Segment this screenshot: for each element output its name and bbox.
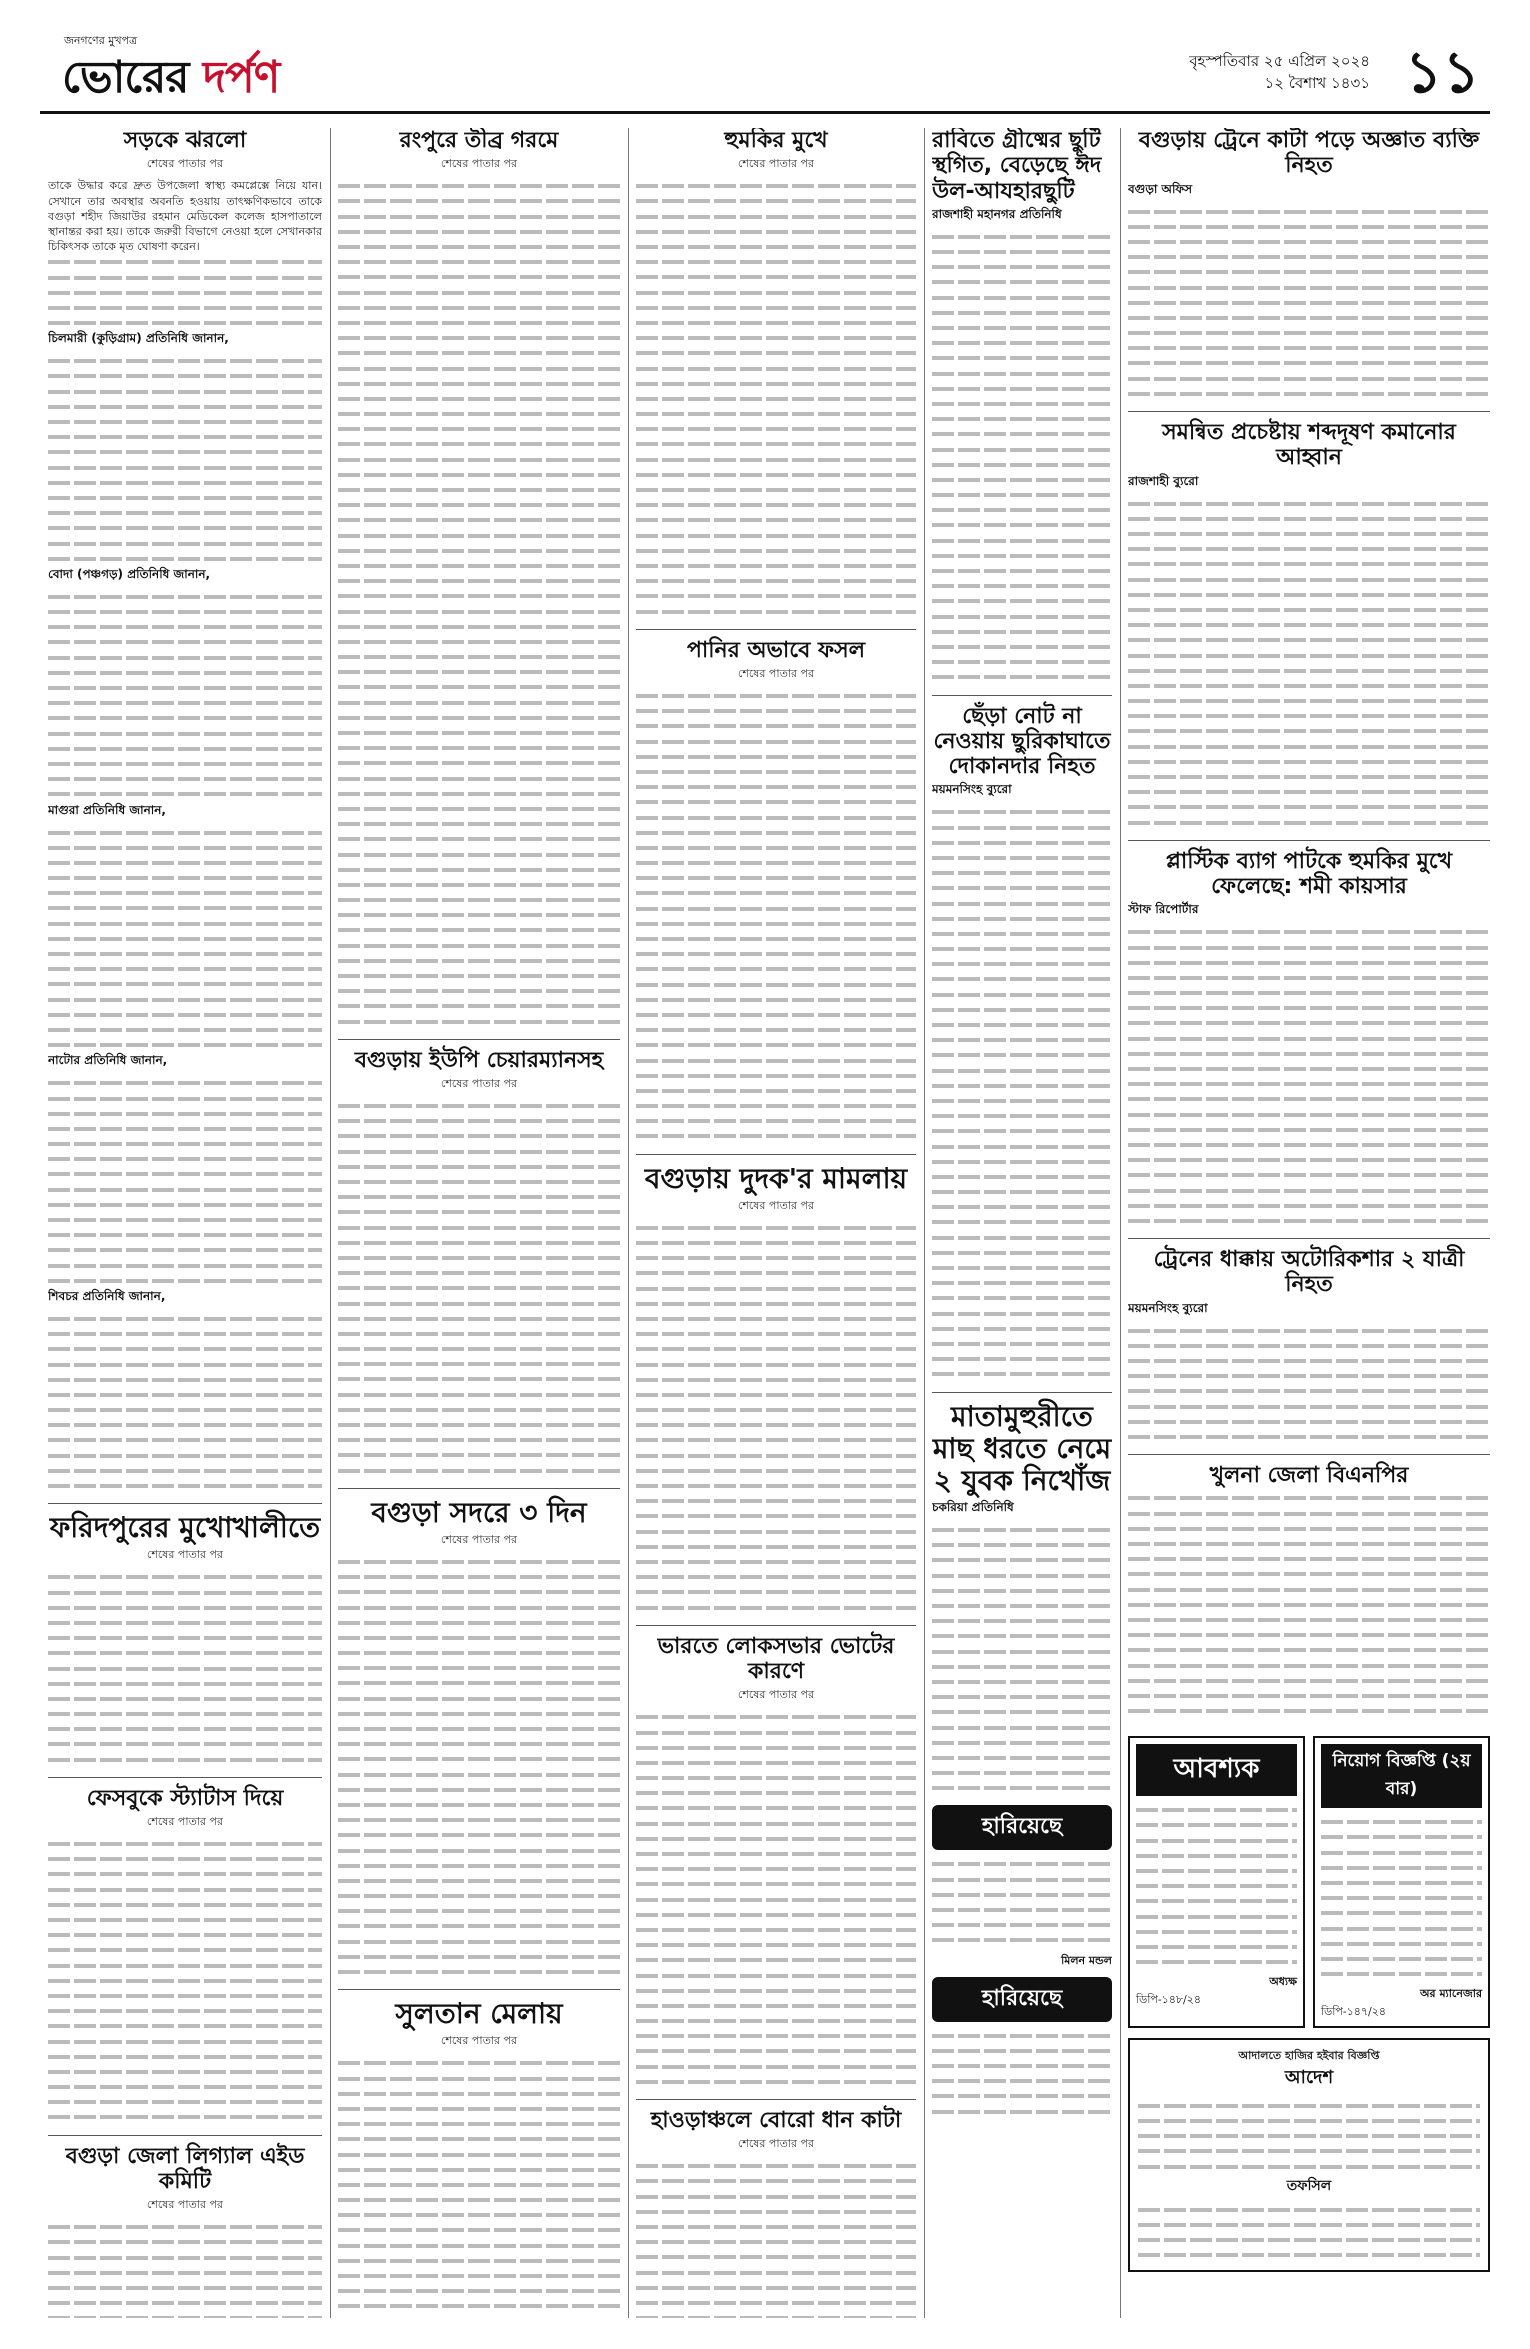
article-headline: ছেঁড়া নোট না নেওয়ায় ছুরিকাঘাতে দোকানদার নিহত xyxy=(933,703,1111,780)
article-byline: ময়মনসিংহ ব্যুরো xyxy=(932,782,1012,797)
column-4 xyxy=(932,128,1112,2318)
article-headline: হুমকির মুখে xyxy=(724,128,828,153)
article-rabi-holiday xyxy=(932,128,1112,685)
notice-heading: আদালতে হাজির হইবার বিজ্ঞপ্তি xyxy=(1238,2048,1380,2062)
column-2 xyxy=(338,128,620,2318)
article-bogura-up-chairman xyxy=(338,1048,620,1478)
article-sultan-mela xyxy=(338,1998,620,2318)
lost-notice-signature: মিলন মন্ডল xyxy=(1061,1953,1112,1967)
article-byline: বোদা (পঞ্চগড়) প্রতিনিধি জানান, xyxy=(48,566,211,581)
continued-from: শেষের পাতার পর xyxy=(440,1532,518,1546)
article-headline: সমন্বিত প্রচেষ্টায় শব্দদূষণ কমানোর আহ্বান xyxy=(1162,420,1456,471)
article-dudok-case xyxy=(636,1163,916,1615)
ad-recruitment xyxy=(1313,1736,1490,2027)
article-byline: শিবচর প্রতিনিধি জানান, xyxy=(48,1288,166,1303)
article-headline: মাতামুহুরীতে মাছ ধরতে নেমে ২ যুবক নিখোঁজ xyxy=(932,1399,1112,1497)
column-1 xyxy=(48,128,322,2318)
article-matamuhuri xyxy=(932,1401,1112,1796)
lost-notice-banner: হারিয়েছে xyxy=(932,1805,1112,1850)
article-faridpur xyxy=(48,1512,322,1767)
article-road-accident xyxy=(48,128,322,1493)
masthead xyxy=(40,28,1490,114)
continued-from: শেষের পাতার পর xyxy=(440,2034,518,2048)
article-headline: সুলতান মেলায় xyxy=(395,1997,563,2031)
article-train-autorickshaw xyxy=(1128,1247,1490,1444)
article-byline: স্টাফ রিপোর্টার xyxy=(1128,902,1199,917)
logo-text-right: দর্পণ xyxy=(202,52,280,103)
page-number: ১১ xyxy=(1404,38,1480,106)
article-headline: হাওড়াঞ্চলে বোরো ধান কাটা xyxy=(650,2108,902,2133)
logo-tagline: জনগণের মুখপত্র xyxy=(64,34,138,47)
column-divider xyxy=(924,128,925,2318)
continued-from: শেষের পাতার পর xyxy=(146,2198,224,2212)
continued-from: শেষের পাতার পর xyxy=(737,1688,815,1702)
column-divider xyxy=(330,128,331,2318)
article-headline: ফরিদপুরের মুখোখালীতে xyxy=(49,1511,321,1545)
article-headline: রংপুরে তীব্র গরমে xyxy=(399,128,559,153)
article-headline: বগুড়া সদরে ৩ দিন xyxy=(371,1495,587,1529)
article-body: তাকে উদ্ধার করে দ্রুত উপজেলা স্বাস্থ্য কমপ্লেক্সে নিয়ে যান। সেখানে তার অবস্থার অবনতি হওয়ায় তাৎক্ষণিকভাবে তাকে বগুড়া শহীদ জিয়াউর রহমান মেডিকেল কলেজ হাসপাতালে স্থানান্তর করা হয়। তাকে জরুরী বিভাগে নেওয়া হলে সেখানকার চিকিৎসক তাকে মৃত ঘোষণা করেন। xyxy=(48,179,322,254)
continued-from: শেষের পাতার পর xyxy=(737,1198,815,1212)
column-divider xyxy=(1120,128,1121,2318)
article-headline: ভারতে লোকসভার ভোটের কারণে xyxy=(657,1633,895,1685)
notice-title: আদেশ xyxy=(1284,2066,1334,2088)
article-torn-note-stabbing xyxy=(932,704,1112,1382)
notice-schedule-title: তফসিল xyxy=(1286,2177,1332,2194)
article-bogura-train xyxy=(1128,128,1490,401)
continued-from: শেষের পাতার পর xyxy=(146,157,224,171)
article-headline: বগুড়া জেলা লিগ্যাল এইড কমিটি xyxy=(65,2143,305,2194)
date-line-bengali: ১২ বৈশাখ ১৪৩১ xyxy=(1264,74,1370,92)
article-headline: পানির অভাবে ফসল xyxy=(686,637,866,663)
article-headline: খুলনা জেলা বিএনপির xyxy=(1209,1463,1409,1489)
article-plastic-bag xyxy=(1128,849,1490,1228)
article-headline: বগুড়ায় ট্রেনে কাটা পড়ে অজ্ঞাত ব্যক্তি নিহত xyxy=(1138,128,1480,179)
article-facebook-status xyxy=(48,1786,322,2125)
article-byline: বগুড়া অফিস xyxy=(1128,181,1193,196)
article-headline: বগুড়ায় দুদক'র মামলায় xyxy=(644,1161,908,1195)
article-headline: ফেসবুকে স্ট্যাটাস দিয়ে xyxy=(86,1785,284,1811)
ad-footer-code: ডিপি-১৪৭/২৪ xyxy=(1321,2005,1386,2019)
continued-from: শেষের পাতার পর xyxy=(146,1548,224,1562)
continued-from: শেষের পাতার পর xyxy=(440,1077,518,1091)
article-byline: চকরিয়া প্রতিনিধি xyxy=(932,1500,1014,1515)
ad-title: নিয়োগ বিজ্ঞপ্তি (২য় বার) xyxy=(1321,1744,1482,1808)
ad-signature: অধ্যক্ষ xyxy=(1269,1975,1297,1989)
article-headline: ট্রেনের ধাক্কায় অটোরিকশার ২ যাত্রী নিহত xyxy=(1153,1247,1465,1298)
article-byline: নাটোর প্রতিনিধি জানান, xyxy=(48,1053,168,1068)
ad-title: আবশ্যক xyxy=(1136,1744,1297,1796)
article-byline: মাগুরা প্রতিনিধি জানান, xyxy=(48,802,166,817)
column-3 xyxy=(636,128,916,2318)
article-noise-pollution xyxy=(1128,420,1490,830)
continued-from: শেষের পাতার পর xyxy=(737,2137,815,2151)
article-haor-boro xyxy=(636,2108,916,2318)
article-byline: চিলমারী (কুড়িগ্রাম) প্রতিনিধি জানান, xyxy=(48,331,229,346)
court-notice xyxy=(1128,2038,1490,2273)
article-khulna-bnp xyxy=(1128,1463,1490,1718)
article-byline: রাজশাহী ব্যুরো xyxy=(1128,473,1199,488)
article-bogura-sadar xyxy=(338,1497,620,1979)
classified-ads xyxy=(1128,1728,1490,2027)
column-5 xyxy=(1128,128,1490,2318)
article-water-shortage xyxy=(636,638,916,1144)
lost-notice-banner: হারিয়েছে xyxy=(932,1977,1112,2022)
continued-from: শেষের পাতার পর xyxy=(737,667,815,681)
article-byline: ময়মনসিংহ ব্যুরো xyxy=(1128,1300,1208,1315)
logo-text-left: ভোরের xyxy=(62,52,203,103)
ad-signature: অর ম্যানেজার xyxy=(1420,1987,1482,2001)
article-india-election xyxy=(636,1634,916,2089)
article-headline: সড়কে ঝরলো xyxy=(123,128,247,153)
issue-date xyxy=(1189,50,1370,94)
date-line-gregorian: বৃহস্পতিবার ২৫ এপ্রিল ২০২৪ xyxy=(1189,52,1370,70)
continued-from: শেষের পাতার পর xyxy=(737,157,815,171)
continued-from: শেষের পাতার পর xyxy=(146,1815,224,1829)
continued-from: শেষের পাতার পর xyxy=(440,157,518,171)
column-divider xyxy=(628,128,629,2318)
article-headline: রাবিতে গ্রীষ্মের ছুটি স্থগিত, বেড়েছে ঈদ উল-আযহারছুটি xyxy=(932,128,1102,204)
ad-footer-code: ডিপি-১৪৮/২৪ xyxy=(1136,1993,1201,2007)
article-legal-aid xyxy=(48,2144,322,2318)
article-threat xyxy=(636,128,916,619)
ad-requirement xyxy=(1128,1736,1305,2027)
article-headline: প্লাস্টিক ব্যাগ পাটকে হুমকির মুখে ফেলেছে: শমী কায়সার xyxy=(1165,848,1453,900)
article-rangpur-heat xyxy=(338,128,620,1029)
article-byline: রাজশাহী মহানগর প্রতিনিধি xyxy=(932,206,1062,221)
newspaper-logo xyxy=(50,28,350,108)
article-headline: বগুড়ায় ইউপি চেয়ারম্যানসহ xyxy=(354,1047,604,1073)
